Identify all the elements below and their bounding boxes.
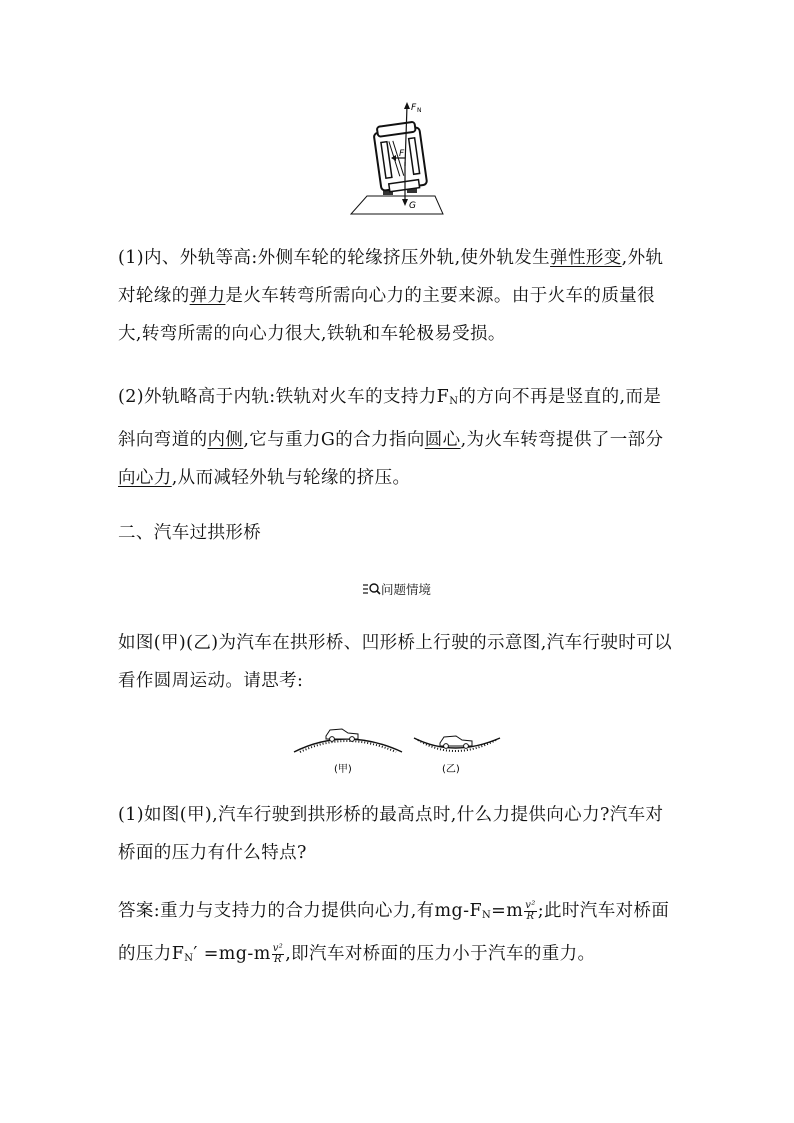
text: (1)内、外轨等高:外侧车轮的轮缘挤压外轨,使外轨发生 <box>118 248 551 268</box>
underlined-term: 内侧 <box>207 430 244 450</box>
fraction-denominator: R <box>273 954 282 965</box>
subscript: N <box>449 396 459 407</box>
section-title: 二、汽车过拱形桥 <box>118 523 262 543</box>
paragraph-bridge-intro: 如图(甲)(乙)为汽车在拱形桥、凹形桥上行驶的示意图,汽车行驶时可以看作圆周运动。请思考: <box>118 633 672 691</box>
text: 是火车转弯所需向心力的主要来源。由于火车的质量很大,转弯所需的向心力很大,铁轨和车轮极易受损。 <box>118 286 656 344</box>
g-label: G <box>409 201 416 211</box>
text: ′ =mg-m <box>193 944 271 964</box>
figure-label-jia: (甲) <box>334 764 352 775</box>
underlined-term: 向心力 <box>118 468 172 488</box>
problem-heading-label: 问题情境 <box>380 582 431 597</box>
fraction-v2-over-r <box>524 901 536 922</box>
text: 答案:重力与支持力的合力提供向心力,有mg-F <box>118 901 483 921</box>
text: 的方向不再是竖直的,而是斜向弯道的 <box>118 387 662 450</box>
text: (2)外轨略高于内轨:铁轨对火车的支持力F <box>118 387 450 407</box>
underlined-term: 圆心 <box>424 430 461 450</box>
text: ,即汽车对桥面的压力小于汽车的重力。 <box>285 944 596 964</box>
bridges-figure <box>290 718 510 778</box>
fraction-v2-over-r <box>272 944 284 965</box>
convex-bridge <box>294 739 402 752</box>
subscript: N <box>482 910 492 921</box>
fraction-numerator: v² <box>272 943 284 954</box>
subscript: N <box>184 953 194 964</box>
fraction-denominator: R <box>526 911 535 922</box>
paragraph-answer <box>118 892 678 978</box>
text: =m <box>491 901 524 921</box>
paragraph-equal-rails <box>118 239 678 353</box>
text: ,外轨对轮缘的 <box>118 248 664 306</box>
paragraph-outer-rail-higher <box>118 378 678 497</box>
track-ground <box>351 196 443 214</box>
text: ,它与重力G的合力指向 <box>243 430 425 450</box>
train-on-track-figure <box>345 96 445 216</box>
fraction-numerator: v² <box>525 900 536 911</box>
f-label: F <box>399 149 405 159</box>
car-on-concave-bridge <box>440 736 472 748</box>
figure-label-yi: (乙) <box>442 764 460 775</box>
underlined-term: 弹性形变 <box>550 248 622 268</box>
underlined-term: 弹力 <box>189 286 226 306</box>
magnifier-icon <box>363 583 381 595</box>
paragraph-question-1: (1)如图(甲),汽车行驶到拱形桥的最高点时,什么力提供向心力?汽车对桥面的压力有什么特点? <box>118 805 664 863</box>
text: ,从而减轻外轨与轮缘的挤压。 <box>171 468 411 488</box>
text: ;此时汽车对桥面的压力F <box>118 901 670 964</box>
text: ,为火车转弯提供了一部分 <box>460 430 664 450</box>
fn-label: F <box>411 103 417 113</box>
problem-heading <box>0 580 794 598</box>
fn-sub-label: N <box>417 107 422 114</box>
